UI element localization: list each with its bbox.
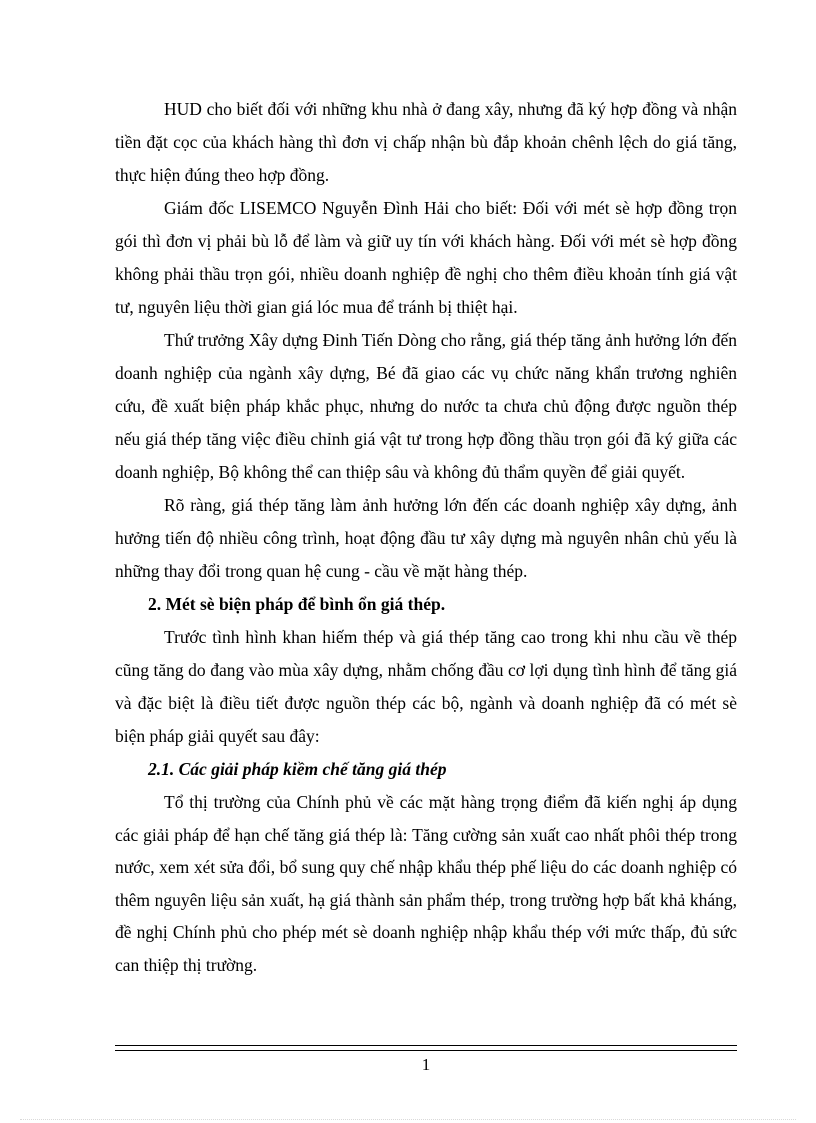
- page-number: 1: [421, 1055, 431, 1074]
- paragraph-hud: HUD cho biết đối với những khu nhà ở đang xây, nhưng đã ký hợp đồng và nhận tiền đặt cọc của khách hàng thì đơn vị chấp nhận bù đắp khoản chênh lệch do giá tăng, thực hiện đúng theo hợp đồng.: [115, 99, 737, 185]
- paragraph-section-2: Trước tình hình khan hiếm thép và giá thép tăng cao trong khi nhu cầu về thép cũng tăng do đang vào mùa xây dựng, nhằm chống đầu cơ lợi dụng tình hình để tăng giá và đặc biệt là điều tiết được nguồn thép các bộ, ngành và doanh nghiệp đã có mét sè biện pháp giải quyết sau đây:: [115, 627, 737, 746]
- section-heading-2: 2. Mét sè biện pháp để bình ổn giá thép.: [148, 594, 446, 614]
- paragraph-conclusion: Rõ ràng, giá thép tăng làm ảnh hưởng lớn đến các doanh nghiệp xây dựng, ảnh hưởng tiến độ nhiều công trình, hoạt động đầu tư xây dựng mà nguyên nhân chủ yếu là những thay đổi trong quan hệ cung - cầu về mặt hàng thép.: [115, 495, 737, 581]
- document-body: [115, 93, 737, 981]
- footer-rule-top: [115, 1045, 737, 1046]
- subsection-heading-2-1: 2.1. Các giải pháp kiềm chế tăng giá thép: [148, 759, 447, 779]
- paragraph-section-2-1: Tổ thị trường của Chính phủ về các mặt hàng trọng điểm đã kiến nghị áp dụng các giải pháp để hạn chế tăng giá thép là: Tăng cường sản xuất cao nhất phôi thép trong nước, xem xét sửa đổi, bổ sung quy chế nhập khẩu thép phế liệu do các doanh nghiệp có thêm nguyên liệu sản xuất, hạ giá thành sản phẩm thép, trong trường hợp bất khả kháng, đề nghị Chính phủ cho phép mét sè doanh nghiệp nhập khẩu thép với mức thấp, đủ sức can thiệp thị trường.: [115, 792, 737, 975]
- page-bottom-dotted-border: [20, 1119, 796, 1120]
- footer-rule-bottom: [115, 1050, 737, 1051]
- paragraph-deputy-minister: Thứ trưởng Xây dựng Đinh Tiến Dòng cho rằng, giá thép tăng ảnh hưởng lớn đến doanh nghiệp của ngành xây dựng, Bé đã giao các vụ chức năng khẩn trương nghiên cứu, đề xuất biện pháp khắc phục, nhưng do nước ta chưa chủ động được nguồn thép nếu giá thép tăng việc điều chỉnh giá vật tư trong hợp đồng thầu trọn gói đã ký giữa các doanh nghiệp, Bộ không thể can thiệp sâu và không đủ thẩm quyền để giải quyết.: [115, 330, 737, 482]
- paragraph-lisemco: Giám đốc LISEMCO Nguyễn Đình Hải cho biết: Đối với mét sè hợp đồng trọn gói thì đơn vị phải bù lỗ để làm và giữ uy tín với khách hàng. Đối với mét sè hợp đồng không phải thầu trọn gói, nhiều doanh nghiệp đề nghị cho thêm điều khoản tính giá vật tư, nguyên liệu thời gian giá lóc mua để tránh bị thiệt hại.: [115, 198, 737, 317]
